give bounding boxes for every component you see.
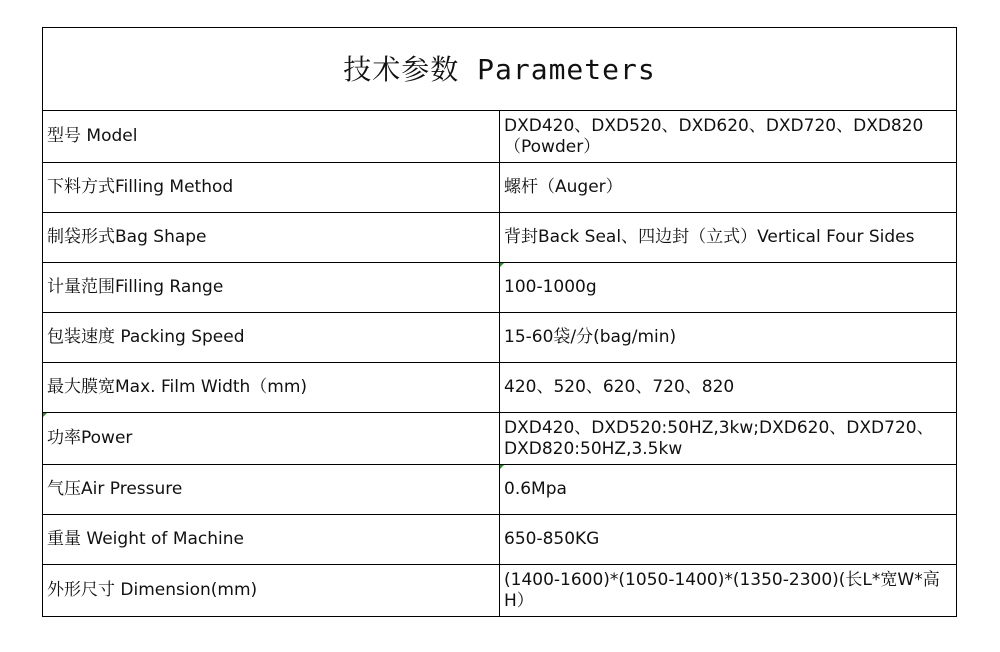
- row-label: 型号 Model: [43, 111, 500, 163]
- table-row-model: [43, 111, 957, 163]
- table-row-air-pressure: [43, 465, 957, 515]
- table-row-film-width: [43, 363, 957, 413]
- row-value: 0.6Mpa: [500, 465, 957, 515]
- table-row-power: [43, 413, 957, 465]
- table-title-row: [43, 28, 957, 111]
- row-label: 外形尺寸 Dimension(mm): [43, 565, 500, 617]
- row-label: 计量范围Filling Range: [43, 263, 500, 313]
- row-value: 420、520、620、720、820: [500, 363, 957, 413]
- table-row-weight: [43, 515, 957, 565]
- row-label: 重量 Weight of Machine: [43, 515, 500, 565]
- row-label: 气压Air Pressure: [43, 465, 500, 515]
- row-value: DXD420、DXD520、DXD620、DXD720、DXD820（Powder）: [500, 111, 957, 163]
- cell-comment-marker: [500, 465, 504, 469]
- row-value: 螺杆（Auger）: [500, 163, 957, 213]
- cell-comment-marker: [500, 263, 504, 267]
- row-label: 功率Power: [43, 413, 500, 465]
- table-row-packing-speed: [43, 313, 957, 363]
- row-value: 650-850KG: [500, 515, 957, 565]
- table-row-filling-method: [43, 163, 957, 213]
- cell-comment-marker: [43, 413, 47, 417]
- row-value: 15-60袋/分(bag/min): [500, 313, 957, 363]
- parameters-table-wrapper: [42, 27, 956, 617]
- row-label: 下料方式Filling Method: [43, 163, 500, 213]
- row-value: (1400-1600)*(1050-1400)*(1350-2300)(长L*宽W*高H）: [500, 565, 957, 617]
- parameters-table: [42, 27, 957, 617]
- row-label: 最大膜宽Max. Film Width（mm): [43, 363, 500, 413]
- table-row-dimension: [43, 565, 957, 617]
- row-value: 100-1000g: [500, 263, 957, 313]
- row-value: 背封Back Seal、四边封（立式）Vertical Four Sides: [500, 213, 957, 263]
- table-title: 技术参数 Parameters: [43, 28, 957, 111]
- row-label: 制袋形式Bag Shape: [43, 213, 500, 263]
- table-row-filling-range: [43, 263, 957, 313]
- table-row-bag-shape: [43, 213, 957, 263]
- row-value: DXD420、DXD520:50HZ,3kw;DXD620、DXD720、DXD820:50HZ,3.5kw: [500, 413, 957, 465]
- row-label: 包装速度 Packing Speed: [43, 313, 500, 363]
